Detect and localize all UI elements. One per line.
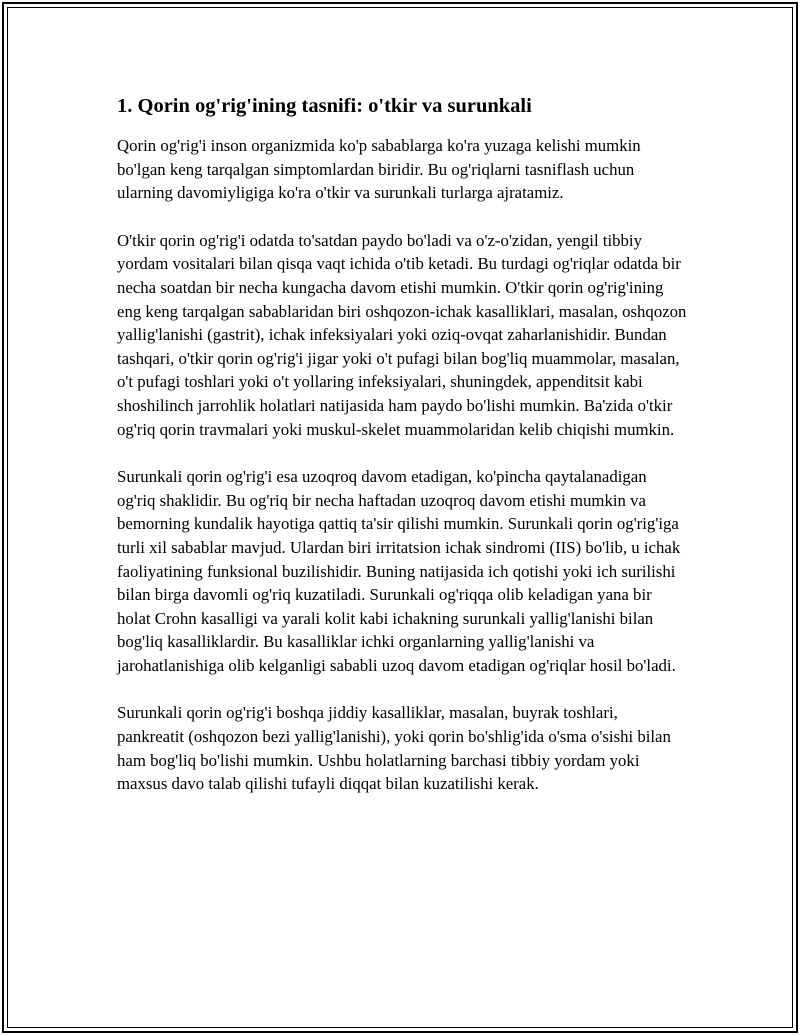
paragraph-other-causes: Surunkali qorin og'rig'i boshqa jiddiy kasalliklar, masalan, buyrak toshlari, pankreatit (oshqozon bezi yallig'lanishi), yoki qorin bo'shlig'ida o'sma o'sishi bilan ham bog'liq bo'lishi mumkin. Ushbu holatlarning barchasi tibbiy yordam yoki maxsus davo talab qilishi tufayli diqqat bilan kuzatilishi kerak. — [117, 703, 671, 794]
paragraph-acute-pain: O'tkir qorin og'rig'i odatda to'satdan paydo bo'ladi va o'z-o'zidan, yengil tibbiy yordam vositalari bilan qisqa vaqt ichida o'tib ketadi. Bu turdagi og'riqlar odatda bir necha soatdan bir necha kungacha davom etishi mumkin. O'tkir qorin og'rig'ining eng keng tarqalgan sabablaridan biri oshqozon-ichak kasalliklari, masalan, oshqozon yallig'lanishi (gastrit), ichak infeksiyalari yoki oziq-ovqat zaharlanishidir. Bundan tashqari, o'tkir qorin og'rig'i jigar yoki o't pufagi bilan bog'liq muammolar, masalan, o't pufagi toshlari yoki o't yollaring infeksiyalari, shuningdek, appenditsit kabi shoshilinch jarrohlik holatlari natijasida ham paydo bo'lishi mumkin. Ba'zida o'tkir og'riq qorin travmalari yoki muskul-skelet muammolaridan kelib chiqishi mumkin. — [117, 230, 687, 439]
paragraph-chronic-pain: Surunkali qorin og'rig'i esa uzoqroq davom etadigan, ko'pincha qaytalanadigan og'riq shaklidir. Bu og'riq bir necha haftadan uzoqroq davom etishi mumkin va bemorning kundalik hayotiga qattiq ta'sir qilishi mumkin. Surunkali qorin og'rig'iga turli xil sabablar mavjud. Ulardan biri irritatsion ichak sindromi (IIS) bo'lib, u ichak faoliyatining funksional buzilishidir. Buning natijasida ich qotishi yoki ich surilishi bilan birga davomli og'riq kuzatiladi. Surunkali og'riqqa olib keladigan yana bir holat Crohn kasalligi va yarali kolit kabi ichakning surunkali yallig'lanishi bilan bog'liq kasalliklardir. Bu kasalliklar ichki organlarning yallig'lanishi va jarohatlanishiga olib kelganligi sababli uzoq davom etadigan og'riqlar hosil bo'ladi. — [117, 467, 681, 675]
section-heading: 1. Qorin og'rig'ining tasnifi: o'tkir va surunkali — [117, 95, 532, 117]
paragraph-intro: Qorin og'rig'i inson organizmida ko'p sabablarga ko'ra yuzaga kelishi mumkin bo'lgan keng tarqalgan simptomlardan biridir. Bu og'riqlarni tasniflash uchun ularning davomiyligiga ko'ra o'tkir va surunkali turlarga ajratamiz. — [117, 136, 641, 203]
document-body — [117, 92, 687, 820]
